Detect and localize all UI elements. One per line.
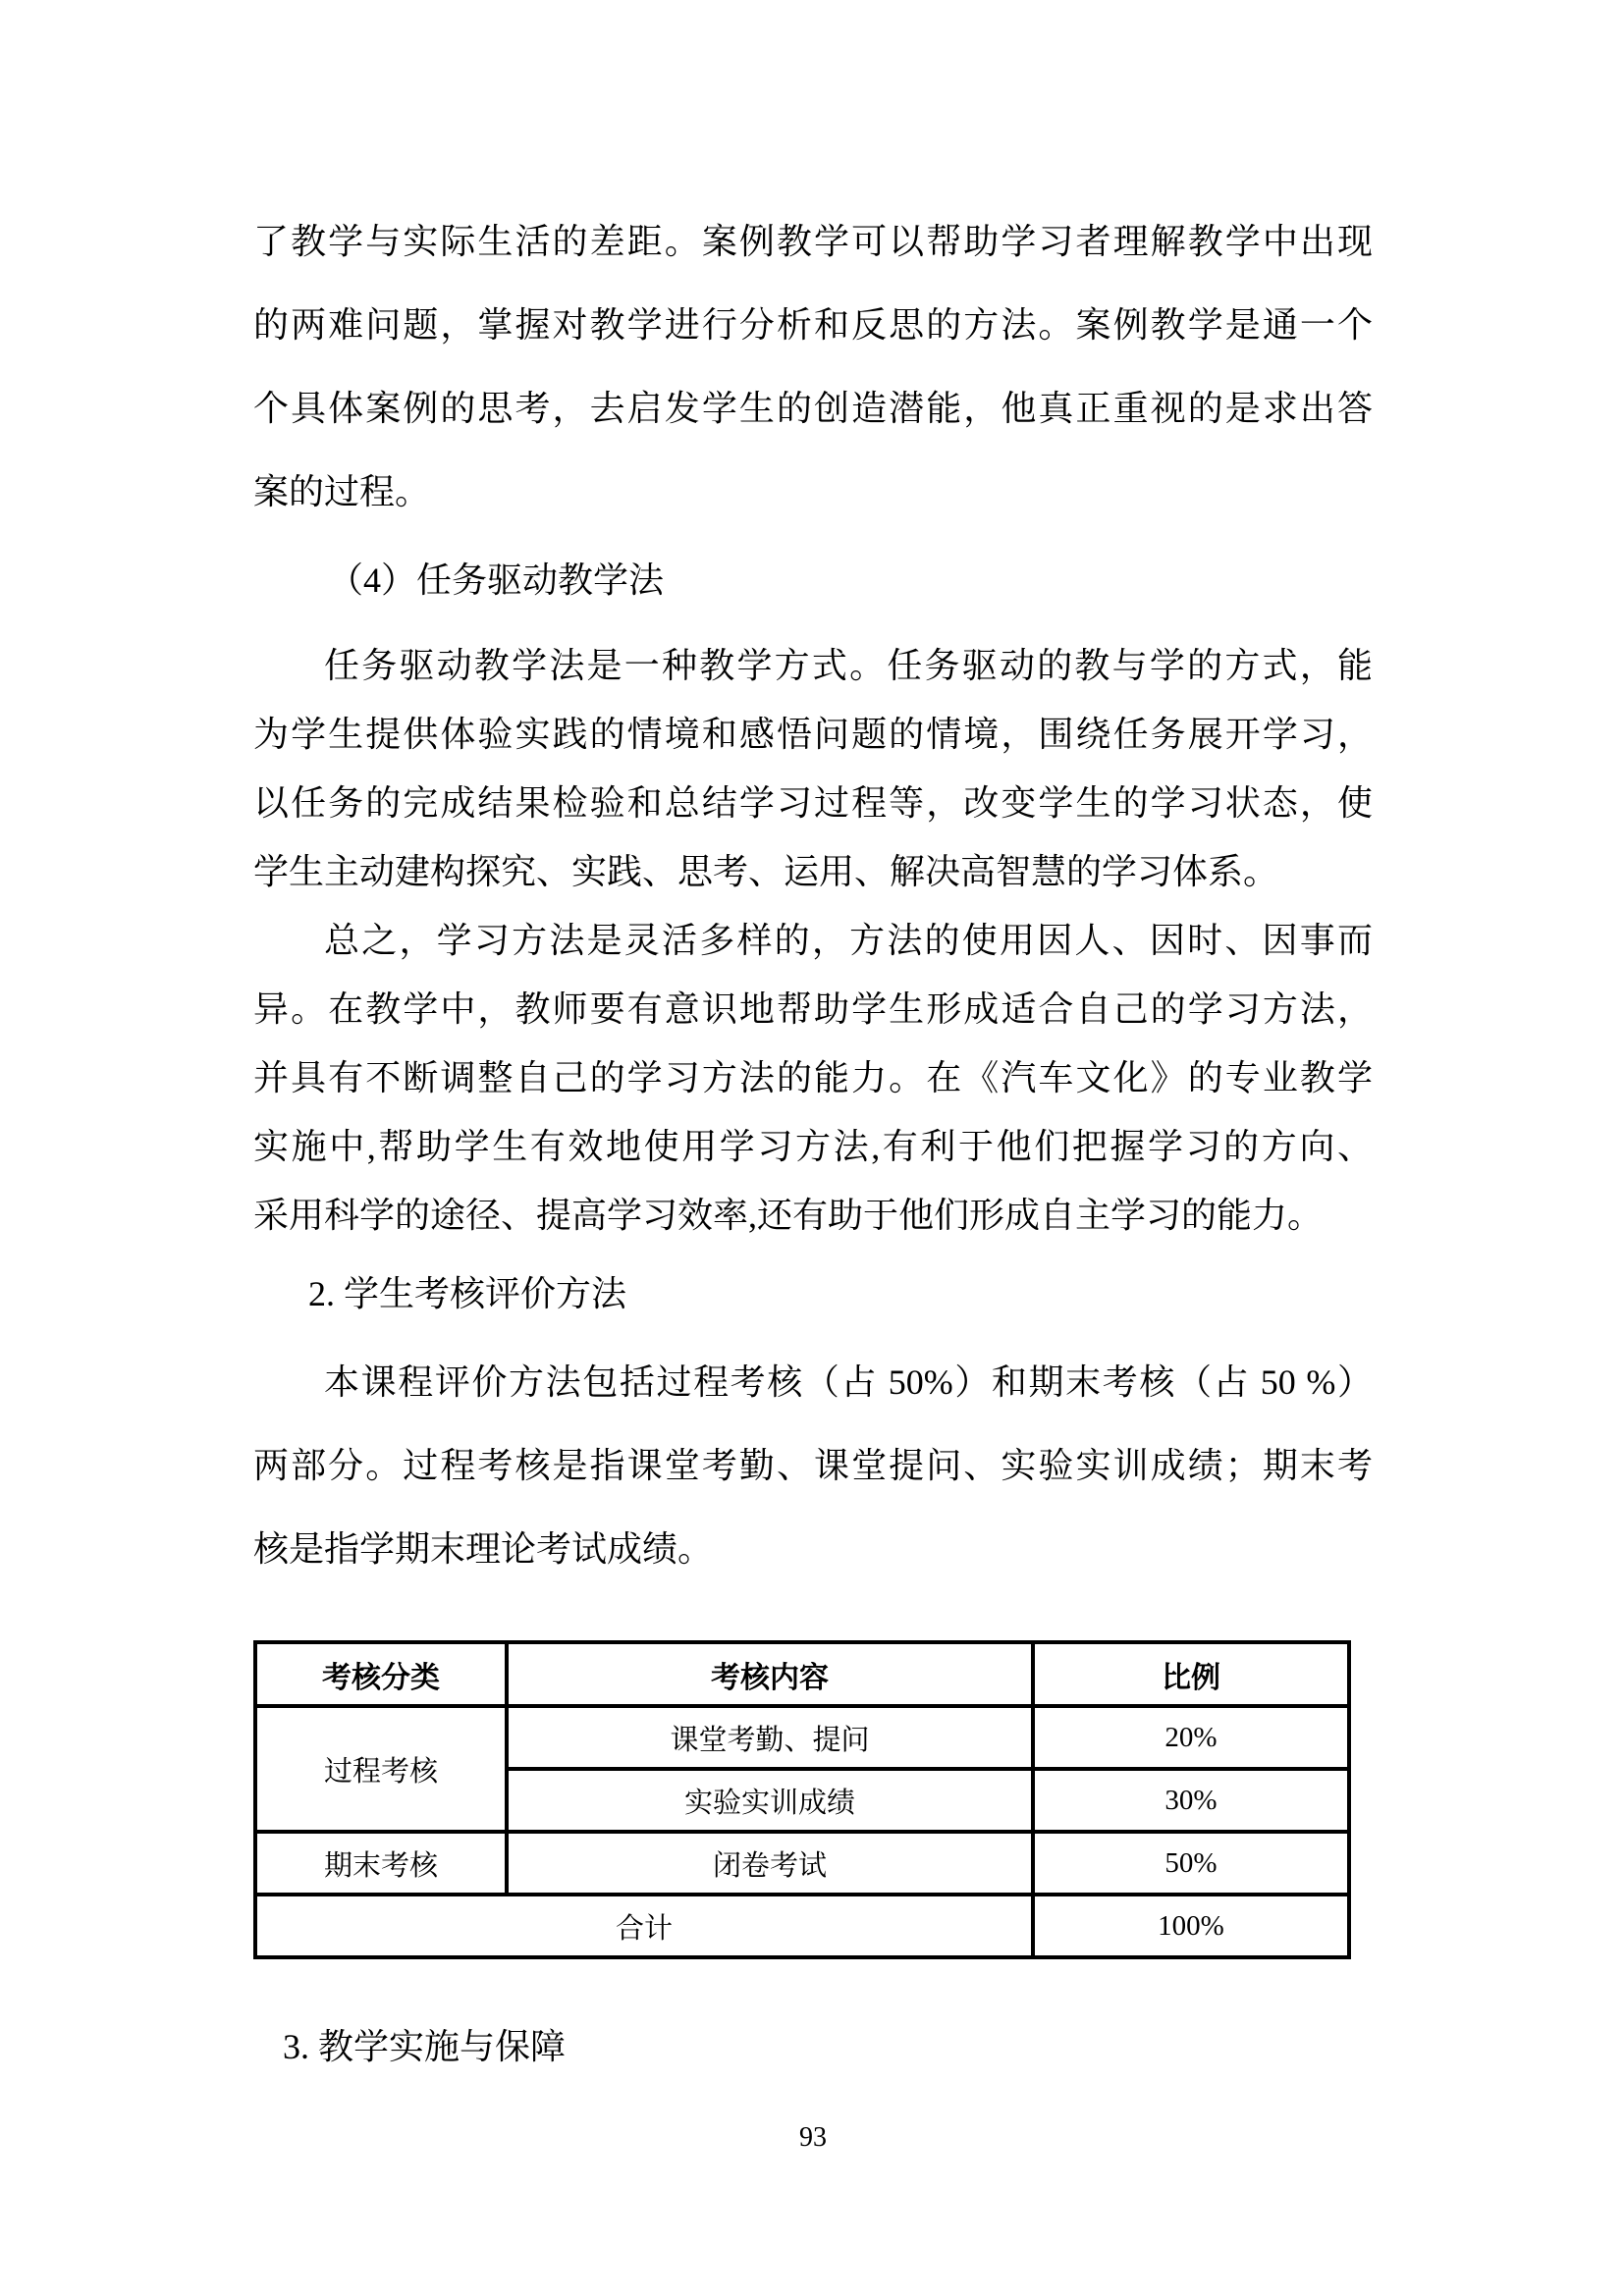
text-line: 了教学与实际生活的差距。案例教学可以帮助学习者理解教学中出现 — [253, 222, 1373, 261]
text-line: 任务驱动教学法是一种教学方式。任务驱动的教与学的方式，能 — [324, 646, 1373, 685]
table-cell-ratio: 50% — [1033, 1832, 1349, 1895]
text-line: 核是指学期末理论考试成绩。 — [253, 1529, 714, 1569]
heading-assessment-methods: 2. 学生考核评价方法 — [308, 1274, 627, 1313]
text-line: 两部分。过程考核是指课堂考勤、课堂提问、实验实训成绩；期末考 — [253, 1446, 1373, 1485]
text-line: 为学生提供体验实践的情境和感悟问题的情境，围绕任务展开学习， — [253, 715, 1373, 754]
paragraph-assessment — [253, 1341, 1373, 1591]
text-line: 学生主动建构探究、实践、思考、运用、解决高智慧的学习体系。 — [253, 852, 1279, 891]
table-row-total — [255, 1895, 1349, 1957]
table-cell-content: 课堂考勤、提问 — [507, 1706, 1033, 1769]
table-row — [255, 1706, 1349, 1769]
table-cell-total-label: 合计 — [255, 1895, 1033, 1957]
text-line: 采用科学的途径、提高学习效率,还有助于他们形成自主学习的能力。 — [253, 1196, 1324, 1235]
table-header-ratio: 比例 — [1033, 1642, 1349, 1706]
assessment-table — [253, 1640, 1351, 1959]
table-cell-category: 过程考核 — [255, 1706, 507, 1832]
paragraph-summary — [253, 906, 1373, 1250]
table-cell-ratio: 20% — [1033, 1706, 1349, 1769]
page-number: 93 — [799, 2122, 827, 2153]
text-line: 的两难问题，掌握对教学进行分析和反思的方法。案例教学是通一个 — [253, 305, 1373, 345]
table-cell-content: 闭卷考试 — [507, 1832, 1033, 1895]
text-line: 并具有不断调整自己的学习方法的能力。在《汽车文化》的专业教学 — [253, 1058, 1373, 1097]
text-line: 个具体案例的思考，去启发学生的创造潜能，他真正重视的是求出答 — [253, 389, 1373, 428]
text-line: 案的过程。 — [253, 472, 431, 511]
text-line: 异。在教学中，教师要有意识地帮助学生形成适合自己的学习方法， — [253, 989, 1373, 1029]
table-header-row — [255, 1642, 1349, 1706]
table-cell-category: 期末考核 — [255, 1832, 507, 1895]
assessment-table-wrapper — [253, 1640, 1373, 1959]
text-line: 本课程评价方法包括过程考核（占 50%）和期末考核（占 50 %） — [324, 1362, 1373, 1402]
table-cell-content: 实验实训成绩 — [507, 1769, 1033, 1832]
table-row — [255, 1832, 1349, 1895]
table-cell-ratio: 30% — [1033, 1769, 1349, 1832]
paragraph-case-study — [253, 200, 1373, 534]
text-line: 实施中,帮助学生有效地使用学习方法,有利于他们把握学习的方向、 — [253, 1127, 1373, 1166]
paragraph-task-driven — [253, 631, 1373, 906]
table-cell-ratio: 100% — [1033, 1895, 1349, 1957]
table-header-content: 考核内容 — [507, 1642, 1033, 1706]
text-line: 总之，学习方法是灵活多样的，方法的使用因人、因时、因事而 — [324, 921, 1373, 960]
heading-implementation: 3. 教学实施与保障 — [283, 2027, 567, 2066]
heading-task-driven-method: （4）任务驱动教学法 — [328, 561, 665, 600]
text-line: 以任务的完成结果检验和总结学习过程等，改变学生的学习状态，使 — [253, 783, 1373, 823]
table-header-category: 考核分类 — [255, 1642, 507, 1706]
page-content — [253, 0, 1373, 2158]
